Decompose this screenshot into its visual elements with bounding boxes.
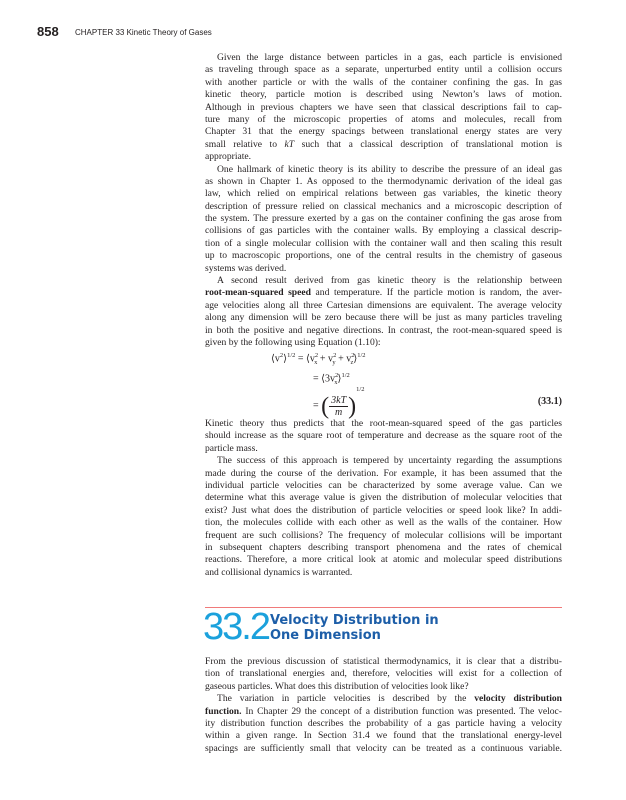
paragraph: [205, 455, 562, 579]
paragraph: [205, 52, 562, 164]
body-text-top: [205, 52, 562, 349]
text-line: [205, 530, 562, 542]
text-segment: tion of a single molecular collision with the container wall and then scaling this result: [205, 237, 562, 249]
text-segment: and temperature. If the particle motion is random, the aver-: [311, 287, 562, 299]
equation-term: + v: [335, 353, 352, 365]
text-line: [205, 52, 562, 64]
text-segment: tion, the molecules collide with each other as well as the walls of the container. How: [205, 517, 562, 529]
text-segment: in subsequent chapters describing transport phenomena and the rates of chemical: [205, 541, 562, 553]
body-text-middle: [205, 418, 562, 579]
bold-term: function.: [205, 705, 242, 717]
text-line: [205, 718, 562, 730]
text-segment: should increase as the square root of temperature and decrease as the square root of the: [205, 430, 562, 442]
text-line: [205, 250, 562, 262]
equation-term: x: [314, 359, 318, 367]
text-line: [205, 554, 562, 566]
text-line: [205, 188, 562, 200]
text-segment: The success of this approach is tempered by uncertainty regarding the assumptions: [217, 455, 562, 467]
text-segment: individual particle velocities can be characterized by some average value. Can we: [205, 479, 562, 491]
text-segment: gaseous particles. What does this distribution of velocities look like?: [205, 680, 469, 692]
text-segment: as shown in Chapter 1. As opposed to the thermodynamic derivation of the ideal gas: [205, 175, 562, 187]
text-line: [205, 693, 562, 705]
text-segment: Although in previous chapters we have seen that classical descriptions fail to cap-: [205, 101, 562, 113]
text-segment: as traveling through space as a separate, unperturbed entity until a collision occurs: [205, 64, 562, 76]
text-segment: small relative to: [205, 138, 285, 150]
text-line: [205, 492, 562, 504]
text-line: [205, 164, 562, 176]
text-segment: the system. The pressure exerted by a gas on the container confining the gas arose from: [205, 213, 562, 225]
text-line: [205, 455, 562, 467]
equation-term: ⟩: [337, 373, 342, 385]
text-segment: reactions. Therefore, a more critical look at atomic and molecular speed distributions: [205, 554, 562, 566]
text-line: [205, 238, 562, 250]
equation-term: + v: [317, 353, 334, 365]
text-segment: exist? Just what does the distribution of particle velocities or speed look like? In addi-: [205, 504, 562, 516]
text-line: [205, 706, 562, 718]
equation-term: ): [348, 393, 357, 420]
bold-term: root-mean-squared speed: [205, 287, 311, 299]
text-line: [205, 287, 562, 299]
equation-term: =: [297, 353, 304, 365]
text-line: [205, 312, 562, 324]
text-line: [205, 213, 562, 225]
text-segment: within a given range. In Section 31.4 we found that the translational energy-level: [205, 730, 562, 742]
text-segment: along any dimension will be zero because there will be just as many particles traveling: [205, 312, 562, 324]
text-line: [205, 542, 562, 554]
text-line: [205, 139, 562, 151]
paragraph: [205, 164, 562, 276]
text-line: [205, 567, 562, 579]
text-segment: and collisional dynamics is warranted.: [205, 566, 353, 578]
text-line: [205, 114, 562, 126]
text-line: [205, 225, 562, 237]
text-segment: In Chapter 29 the concept of a distribution function was presented. The veloc-: [241, 705, 562, 717]
equation-term: ⟨v: [271, 353, 280, 365]
body-text-bottom: [205, 656, 562, 755]
text-line: [205, 176, 562, 188]
equation-term: 1/2: [341, 372, 350, 379]
text-line: [205, 275, 562, 287]
text-line: [205, 505, 562, 517]
text-line: [205, 77, 562, 89]
text-line: [205, 126, 562, 138]
equation-term: ⟨3v: [321, 373, 336, 385]
text-segment: collisions of gas particles with the container walls. By employing a classical descrip-: [205, 225, 562, 237]
equation-term: ⟩: [283, 353, 288, 365]
text-line: [205, 201, 562, 213]
section-title: [270, 613, 439, 643]
equation-term: ⟨v: [306, 353, 315, 365]
equation-term: y: [332, 359, 336, 367]
text-segment: given by the following using Equation (1.10):: [205, 336, 381, 348]
equation-term: 2: [279, 352, 284, 359]
text-line: [205, 102, 562, 114]
equation-term: 1/2: [356, 386, 365, 393]
equation-term: x: [334, 379, 338, 387]
equation-term: 2: [314, 352, 319, 359]
equation-term: (: [321, 393, 330, 420]
text-segment: kinetic theory, particle motion is described using Newton’s laws of motion.: [205, 89, 562, 101]
text-segment: One hallmark of kinetic theory is its ability to describe the pressure of an ideal gas: [217, 163, 562, 175]
text-segment: law, which relied on empirical relations between gas variables, the kinetic theory: [205, 188, 562, 200]
equation-term: =: [313, 373, 319, 385]
page-number: 858: [37, 24, 59, 39]
text-line: [205, 480, 562, 492]
text-line: [205, 517, 562, 529]
equation-line-3: [313, 384, 364, 418]
equation-term: 2: [333, 352, 337, 359]
text-line: [205, 656, 562, 668]
text-segment: made during the course of the derivation. For example, it has been assumed that the: [205, 467, 562, 479]
equation-line-1: [271, 350, 366, 369]
text-line: [205, 263, 562, 275]
section-title-line-2: One Dimension: [270, 628, 381, 643]
paragraph: [205, 656, 562, 693]
equation-term: [329, 395, 348, 418]
text-segment: age velocities along all three Cartesian dimensions are equivalent. The average velocity: [205, 299, 562, 311]
text-segment: tion of translational energies and, therefore, velocities will exist for a collection of: [205, 668, 562, 680]
equation-term: 3kT: [331, 395, 347, 407]
text-segment: Kinetic theory thus predicts that the root-mean-squared speed of the gas particles: [205, 418, 562, 429]
text-segment: up to macroscopic proportions, one of the central results in the chemistry of gaseous: [205, 250, 562, 262]
text-line: [205, 418, 562, 430]
text-line: [205, 64, 562, 76]
text-segment: appropriate.: [205, 151, 252, 163]
equation-term: z: [350, 359, 354, 367]
equation-term: 2: [335, 372, 339, 379]
equation-term: 1/2: [357, 352, 366, 359]
text-segment: Chapter 31 that the energy spacings between translational energy states are very: [205, 126, 562, 138]
text-segment: frequent are such collisions? The frequency of molecular collisions will be important: [205, 529, 562, 541]
equation-term: 1/2: [287, 352, 296, 359]
paragraph: [205, 418, 562, 455]
text-line: [205, 743, 562, 755]
section-title-line-1: Velocity Distribution in: [270, 613, 439, 628]
text-segment: systems was derived.: [205, 262, 287, 274]
text-segment: spacings are sufficiently small that velocity can be treated as a continuous variable.: [205, 742, 562, 754]
paragraph: [205, 275, 562, 349]
text-line: [205, 300, 562, 312]
text-segment: description of pressure relied on classical mechanics and a microscopic description of: [205, 200, 562, 212]
equation-term: 2: [351, 352, 355, 359]
text-line: [205, 681, 562, 693]
text-line: [205, 337, 562, 349]
equation-term: m: [335, 407, 343, 419]
text-segment: A second result derived from gas kinetic theory is the relationship between: [217, 275, 562, 287]
text-segment: with another particle or with the walls of the container confining the gas. In gas: [205, 76, 562, 88]
text-line: [205, 468, 562, 480]
text-segment: determine what this average value is given the distribution of molecular velocities that: [205, 492, 562, 504]
text-line: [205, 430, 562, 442]
text-segment: such that a classical description of translational motion is: [294, 138, 562, 150]
equation-term: =: [313, 400, 319, 412]
text-segment: particle mass.: [205, 442, 258, 454]
section-number: 33.2: [203, 606, 269, 648]
text-line: [205, 730, 562, 742]
text-segment: From the previous discussion of statistical thermodynamics, it is clear that a distribu-: [205, 656, 562, 667]
text-segment: in both the positive and negative directions. In contrast, the root-mean-squared speed is: [205, 324, 562, 336]
text-segment: ture many of the microscopic properties of atoms and molecules, recall from: [205, 113, 562, 125]
text-segment: Given the large distance between particles in a gas, each particle is envisioned: [217, 52, 562, 63]
bold-term: velocity distribution: [474, 693, 562, 705]
text-segment: ity distribution function describes the probability of a gas particle having a velocity: [205, 717, 562, 729]
text-line: [205, 443, 562, 455]
text-line: [205, 325, 562, 337]
text-segment: The variation in particle velocities is described by the: [217, 693, 475, 705]
equation-number: (33.1): [537, 396, 562, 407]
running-title: CHAPTER 33 Kinetic Theory of Gases: [75, 28, 212, 37]
text-line: [205, 151, 562, 163]
text-line: [205, 668, 562, 680]
equation-term: ⟩: [353, 353, 358, 365]
text-line: [205, 89, 562, 101]
italic-symbol: kT: [284, 138, 295, 150]
paragraph: [205, 693, 562, 755]
